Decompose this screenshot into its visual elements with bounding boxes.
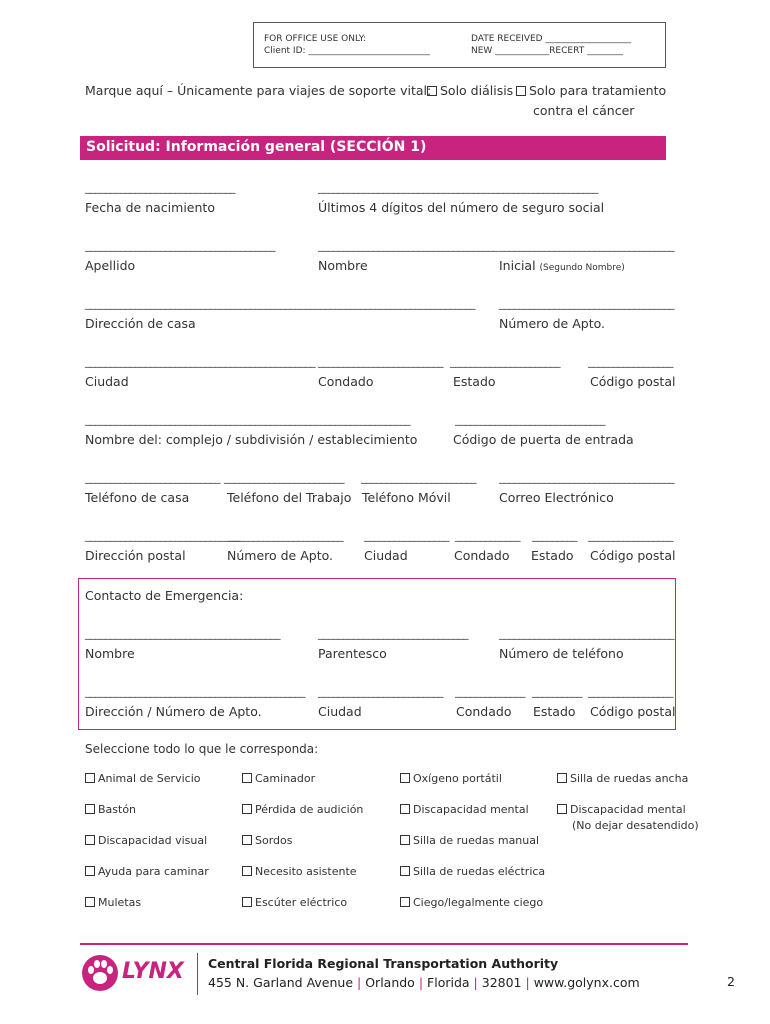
emergency-city-input[interactable]: _________________________: [318, 685, 443, 698]
date-received-field[interactable]: DATE RECEIVED ___________________: [471, 34, 631, 44]
apt-label: Número de Apto.: [499, 316, 606, 331]
dialysis-checkbox[interactable]: [427, 86, 437, 96]
emergency-address-label: Dirección / Número de Apto.: [85, 704, 262, 719]
mail-city-label: Ciudad: [364, 548, 408, 563]
option-electric-wheelchair[interactable]: Silla de ruedas eléctrica: [400, 865, 545, 878]
option-manual-wheelchair[interactable]: Silla de ruedas manual: [400, 834, 539, 847]
last-name-input[interactable]: ______________________________________: [85, 239, 275, 252]
checkbox[interactable]: [85, 804, 95, 814]
mail-city-input[interactable]: _________________: [364, 529, 449, 542]
city-label: Ciudad: [85, 374, 129, 389]
first-name-input[interactable]: ____________________________________: [318, 239, 498, 252]
emergency-county-label: Condado: [456, 704, 512, 719]
ssn-input[interactable]: ________________________________________________________: [318, 181, 598, 194]
emergency-state-input[interactable]: __________: [532, 685, 582, 698]
checkbox[interactable]: [242, 897, 252, 907]
gate-code-label: Código de puerta de entrada: [453, 432, 634, 447]
home-phone-input[interactable]: ___________________________: [85, 471, 220, 484]
mobile-phone-label: Teléfono Móvil: [362, 490, 451, 505]
complex-label: Nombre del: complejo / subdivisión / establecimiento: [85, 432, 418, 447]
checkbox[interactable]: [242, 835, 252, 845]
last-name-label: Apellido: [85, 258, 136, 273]
option-portable-oxygen[interactable]: Oxígeno portátil: [400, 772, 502, 785]
footer-divider: [197, 953, 198, 995]
emergency-title: Contacto de Emergencia:: [85, 588, 244, 603]
emergency-state-label: Estado: [533, 704, 576, 719]
checkbox[interactable]: [400, 897, 410, 907]
home-address-label: Dirección de casa: [85, 316, 196, 331]
option-walking-aid[interactable]: Ayuda para caminar: [85, 865, 209, 878]
emergency-name-label: Nombre: [85, 646, 135, 661]
home-address-input[interactable]: ______________________________________________________________________________: [85, 297, 475, 310]
mail-zip-label: Código postal: [590, 548, 676, 563]
website-link[interactable]: www.golynx.com: [533, 975, 640, 990]
work-phone-label: Teléfono del Trabajo: [227, 490, 352, 505]
option-visual-disability[interactable]: Discapacidad visual: [85, 834, 207, 847]
mail-apt-label: Número de Apto.: [227, 548, 334, 563]
client-id-field[interactable]: Client ID: ___________________________: [264, 46, 430, 56]
checkbox[interactable]: [400, 835, 410, 845]
zip-label: Código postal: [590, 374, 676, 389]
footer-rule: [80, 943, 688, 945]
select-all-heading: Seleccione todo lo que le corresponda:: [85, 742, 319, 756]
checkbox[interactable]: [400, 804, 410, 814]
checkbox[interactable]: [400, 866, 410, 876]
option-mental-disability-unattended[interactable]: Discapacidad mental: [557, 803, 686, 816]
ssn-label: Últimos 4 dígitos del número de seguro social: [318, 200, 605, 215]
checkbox[interactable]: [242, 866, 252, 876]
initial-input[interactable]: ___________________________________: [499, 239, 674, 252]
emergency-phone-label: Número de teléfono: [499, 646, 624, 661]
mail-apt-input[interactable]: _______________________: [228, 529, 343, 542]
emergency-address-input[interactable]: ____________________________________________: [85, 685, 305, 698]
option-blind[interactable]: Ciego/legalmente ciego: [400, 896, 543, 909]
lynx-logo: [80, 953, 192, 997]
mail-state-label: Estado: [531, 548, 574, 563]
checkbox[interactable]: [557, 773, 567, 783]
mobile-phone-input[interactable]: _______________________: [361, 471, 476, 484]
county-label: Condado: [318, 374, 374, 389]
emergency-relationship-input[interactable]: ______________________________: [318, 627, 468, 640]
mail-county-input[interactable]: _____________: [455, 529, 520, 542]
cancer-option[interactable]: Solo para tratamiento: [516, 83, 666, 98]
cancer-option-line2: contra el cáncer: [533, 103, 635, 118]
mail-address-input[interactable]: _______________________________: [85, 529, 240, 542]
checkbox[interactable]: [85, 897, 95, 907]
new-recert-field[interactable]: NEW ____________RECERT ________: [471, 46, 624, 56]
option-wide-wheelchair[interactable]: Silla de ruedas ancha: [557, 772, 688, 785]
dob-label: Fecha de nacimiento: [85, 200, 215, 215]
mail-state-input[interactable]: _________: [532, 529, 577, 542]
checkbox[interactable]: [400, 773, 410, 783]
initial-label: Inicial (Segundo Nombre): [499, 258, 625, 273]
county-input[interactable]: _________________________: [318, 355, 443, 368]
checkbox[interactable]: [242, 804, 252, 814]
option-service-animal[interactable]: Animal de Servicio: [85, 772, 200, 785]
apt-input[interactable]: ___________________________________: [499, 297, 674, 310]
org-address: 455 N. Garland Avenue | Orlando | Florida | 32801 | www.golynx.com: [208, 975, 640, 990]
checkbox[interactable]: [85, 866, 95, 876]
dob-input[interactable]: ______________________________: [85, 181, 235, 194]
option-hearing-loss[interactable]: Pérdida de audición: [242, 803, 363, 816]
state-label: Estado: [453, 374, 496, 389]
option-electric-scooter[interactable]: Escúter eléctrico: [242, 896, 347, 909]
mail-address-label: Dirección postal: [85, 548, 186, 563]
checkbox[interactable]: [85, 773, 95, 783]
option-cane[interactable]: Bastón: [85, 803, 136, 816]
checkbox[interactable]: [557, 804, 567, 814]
option-crutches[interactable]: Muletas: [85, 896, 141, 909]
checkbox[interactable]: [242, 773, 252, 783]
home-phone-label: Teléfono de casa: [85, 490, 190, 505]
work-phone-input[interactable]: ________________________: [224, 471, 344, 484]
checkbox[interactable]: [85, 835, 95, 845]
life-support-question: Marque aquí – Únicamente para viajes de soporte vital:: [85, 83, 432, 98]
emergency-phone-input[interactable]: ___________________________________: [499, 627, 674, 640]
option-unattended-note: (No dejar desatendido): [572, 819, 699, 832]
section1-banner: [80, 136, 666, 160]
emergency-zip-input[interactable]: _________________: [588, 685, 673, 698]
office-use-box: [253, 22, 666, 68]
dialysis-option[interactable]: Solo diálisis: [427, 83, 513, 98]
section1-title: Solicitud: Información general (SECCIÓN 1): [86, 139, 427, 155]
page-number: 2: [727, 974, 735, 989]
logo-text: LYNX: [122, 959, 184, 984]
zip-input[interactable]: _________________: [588, 355, 673, 368]
email-input[interactable]: ___________________________________: [499, 471, 674, 484]
state-input[interactable]: ______________________: [450, 355, 560, 368]
emergency-city-label: Ciudad: [318, 704, 362, 719]
first-name-label: Nombre: [318, 258, 368, 273]
email-label: Correo Electrónico: [499, 490, 614, 505]
initial-note: (Segundo Nombre): [539, 263, 625, 273]
emergency-county-input[interactable]: ______________: [455, 685, 525, 698]
cancer-checkbox[interactable]: [516, 86, 526, 96]
org-name: Central Florida Regional Transportation Authority: [208, 956, 559, 971]
emergency-relationship-label: Parentesco: [318, 646, 387, 661]
mail-zip-input[interactable]: _________________: [588, 529, 673, 542]
emergency-zip-label: Código postal: [590, 704, 676, 719]
complex-input[interactable]: _________________________________________________________________: [85, 413, 410, 426]
option-mental-disability[interactable]: Discapacidad mental: [400, 803, 529, 816]
gate-code-input[interactable]: ______________________________: [455, 413, 605, 426]
option-need-assistant[interactable]: Necesito asistente: [242, 865, 357, 878]
city-input[interactable]: ______________________________________________: [85, 355, 315, 368]
option-walker[interactable]: Caminador: [242, 772, 315, 785]
office-use-label: FOR OFFICE USE ONLY:: [264, 34, 367, 44]
option-deaf[interactable]: Sordos: [242, 834, 293, 847]
mail-county-label: Condado: [454, 548, 510, 563]
emergency-name-input[interactable]: _______________________________________: [85, 627, 280, 640]
